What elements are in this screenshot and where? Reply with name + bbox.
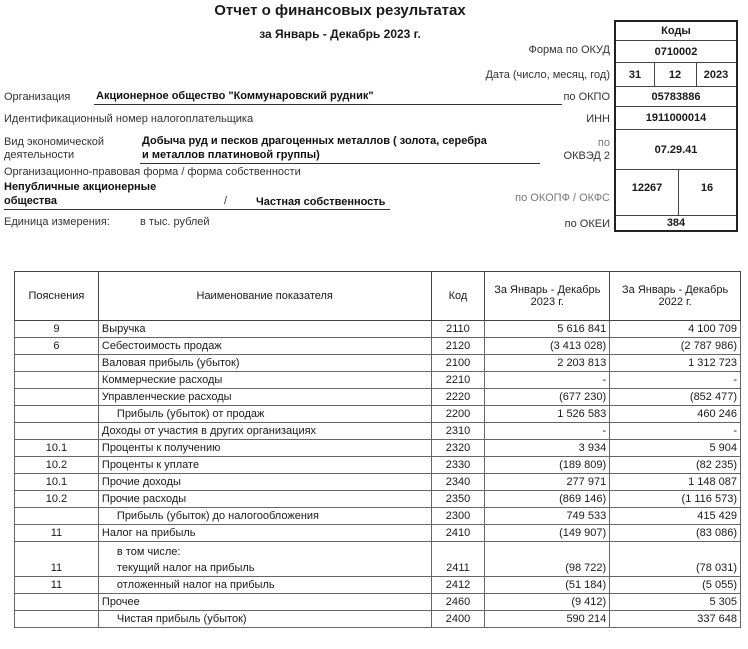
row-value-2022: (852 477)	[610, 389, 741, 406]
row-indicator-name: Прибыль (убыток) от продаж	[98, 406, 431, 423]
row-value-2022: 337 648	[610, 611, 741, 628]
table-body	[15, 321, 741, 628]
row-indicator-name: отложенный налог на прибыль	[98, 577, 431, 594]
row-value-2022: (78 031)	[610, 542, 741, 577]
okud-label: Форма по ОКУД	[528, 44, 610, 56]
row-value-2022: 4 100 709	[610, 321, 741, 338]
inn-label: Идентификационный номер налогоплательщика	[4, 113, 254, 125]
table-row	[15, 542, 741, 577]
row-code: 2410	[431, 525, 485, 542]
row-code: 2412	[431, 577, 485, 594]
row-value-2022: 460 246	[610, 406, 741, 423]
row-indicator-name	[98, 542, 431, 577]
table-row	[15, 611, 741, 628]
row-indicator-name: Проценты к уплате	[98, 457, 431, 474]
row-value-2022: (83 086)	[610, 525, 741, 542]
report-period: за Январь - Декабрь 2023 г.	[259, 27, 421, 41]
row-indicator-name: Себестоимость продаж	[98, 338, 431, 355]
row-value-2023: (677 230)	[485, 389, 610, 406]
col-2022: За Январь - Декабрь 2022 г.	[610, 272, 741, 321]
row-note: 10.1	[15, 440, 99, 457]
report-title: Отчет о финансовых результатах	[214, 2, 466, 19]
row-value-2023: 3 934	[485, 440, 610, 457]
okved-label-1: по	[597, 137, 610, 149]
table-row	[15, 440, 741, 457]
row-value-2023: (869 146)	[485, 491, 610, 508]
row-note	[15, 423, 99, 440]
row-code: 2460	[431, 594, 485, 611]
unit-label: Единица измерения:	[4, 216, 110, 228]
row-note: 11	[15, 525, 99, 542]
row-value-2022: (1 116 573)	[610, 491, 741, 508]
okopf-label: по ОКОПФ / ОКФС	[515, 192, 610, 204]
okpo-label: по ОКПО	[563, 91, 610, 103]
row-value-2022: 1 312 723	[610, 355, 741, 372]
row-value-2023: (189 809)	[485, 457, 610, 474]
row-value-2022: (2 787 986)	[610, 338, 741, 355]
legal-form-value-2: общества	[4, 195, 58, 207]
row-indicator-name: Налог на прибыль	[98, 525, 431, 542]
row-code: 2320	[431, 440, 485, 457]
okud-value: 0710002	[616, 41, 736, 63]
table-row	[15, 372, 741, 389]
row-note	[15, 389, 99, 406]
row-note	[15, 355, 99, 372]
row-note: 11	[15, 577, 99, 594]
row-value-2023: 749 533	[485, 508, 610, 525]
row-code: 2340	[431, 474, 485, 491]
table-row	[15, 491, 741, 508]
row-value-2023: (98 722)	[485, 542, 610, 577]
row-value-2022: 415 429	[610, 508, 741, 525]
codes-box	[614, 20, 738, 232]
row-code: 2400	[431, 611, 485, 628]
row-value-2023: (149 907)	[485, 525, 610, 542]
table-row	[15, 321, 741, 338]
okpo-value: 05783886	[616, 87, 736, 107]
row-code: 2110	[431, 321, 485, 338]
table-row	[15, 577, 741, 594]
date-year: 2023	[696, 63, 736, 87]
table-row	[15, 423, 741, 440]
table-row	[15, 389, 741, 406]
row-value-2022: -	[610, 423, 741, 440]
legal-form-value-1: Непубличные акционерные	[4, 181, 157, 193]
codes-heading: Коды	[616, 22, 736, 41]
okved-value: 07.29.41	[616, 130, 736, 170]
row-value-2023: -	[485, 423, 610, 440]
row-value-2022: (82 235)	[610, 457, 741, 474]
activity-label-2: деятельности	[4, 149, 75, 161]
row-value-2023: -	[485, 372, 610, 389]
legal-form-separator: /	[224, 195, 228, 207]
row-value-2023: 2 203 813	[485, 355, 610, 372]
row-indicator-name: Прочие расходы	[98, 491, 431, 508]
row-code: 2210	[431, 372, 485, 389]
table-row	[15, 508, 741, 525]
row-code: 2220	[431, 389, 485, 406]
row-indicator-name: Выручка	[98, 321, 431, 338]
row-indicator-label: текущий налог на прибыль	[116, 562, 255, 574]
financial-results-table	[14, 271, 741, 628]
row-indicator-name: Проценты к получению	[98, 440, 431, 457]
table-row	[15, 355, 741, 372]
okei-label: по ОКЕИ	[564, 218, 610, 230]
row-value-2023: 1 526 583	[485, 406, 610, 423]
col-notes: Пояснения	[15, 272, 99, 321]
okfs-value: 16	[678, 170, 736, 216]
activity-value-1: Добыча руд и песков драгоценных металлов ( золота, серебра	[142, 135, 487, 147]
table-row	[15, 457, 741, 474]
activity-value-2: и металлов платиновой группы)	[142, 149, 320, 161]
row-value-2023: 277 971	[485, 474, 610, 491]
row-value-2022: 5 904	[610, 440, 741, 457]
row-value-2022: 1 148 087	[610, 474, 741, 491]
row-indicator-name: Прочие доходы	[98, 474, 431, 491]
row-code: 2300	[431, 508, 485, 525]
row-value-2022: -	[610, 372, 741, 389]
row-code: 2310	[431, 423, 485, 440]
col-indicator: Наименование показателя	[98, 272, 431, 321]
row-indicator-name: Чистая прибыль (убыток)	[98, 611, 431, 628]
row-indicator-name: Доходы от участия в других организациях	[98, 423, 431, 440]
org-label: Организация	[4, 91, 71, 103]
row-prefix-text: в том числе:	[116, 546, 181, 558]
ownership-value: Частная собственность	[256, 196, 386, 208]
row-indicator-name: Прочее	[98, 594, 431, 611]
row-value-2023: 5 616 841	[485, 321, 610, 338]
row-code: 2330	[431, 457, 485, 474]
row-indicator-name: Прибыль (убыток) до налогообложения	[98, 508, 431, 525]
date-month: 12	[654, 63, 696, 87]
row-note: 9	[15, 321, 99, 338]
row-note	[15, 594, 99, 611]
table-row	[15, 406, 741, 423]
table-row	[15, 594, 741, 611]
row-indicator-name: Управленческие расходы	[98, 389, 431, 406]
row-note: 6	[15, 338, 99, 355]
row-note	[15, 372, 99, 389]
col-code: Код	[431, 272, 485, 321]
table-row	[15, 338, 741, 355]
row-indicator-name: Валовая прибыль (убыток)	[98, 355, 431, 372]
activity-label-1: Вид экономической	[4, 136, 105, 148]
row-value-2022: (5 055)	[610, 577, 741, 594]
row-code: 2120	[431, 338, 485, 355]
okei-value: 384	[666, 217, 686, 229]
row-value-2023: (9 412)	[485, 594, 610, 611]
date-label: Дата (число, месяц, год)	[485, 69, 610, 81]
table-header-row	[15, 272, 741, 321]
legal-form-label: Организационно-правовая форма / форма собственности	[4, 166, 301, 178]
row-indicator-name: Коммерческие расходы	[98, 372, 431, 389]
table-row	[15, 474, 741, 491]
row-code: 2350	[431, 491, 485, 508]
row-code: 2100	[431, 355, 485, 372]
row-note	[15, 406, 99, 423]
row-code: 2411	[431, 542, 485, 577]
col-2023: За Январь - Декабрь 2023 г.	[485, 272, 610, 321]
row-note: 11	[15, 542, 99, 577]
row-value-2022: 5 305	[610, 594, 741, 611]
row-note: 10.2	[15, 491, 99, 508]
inn-value: 1911000014	[616, 107, 736, 130]
unit-value: в тыс. рублей	[140, 216, 210, 228]
row-value-2023: (3 413 028)	[485, 338, 610, 355]
row-note: 10.2	[15, 457, 99, 474]
row-code: 2200	[431, 406, 485, 423]
row-note	[15, 611, 99, 628]
row-note: 10.1	[15, 474, 99, 491]
okopf-value: 12267	[616, 170, 678, 216]
row-note	[15, 508, 99, 525]
table-row	[15, 525, 741, 542]
date-day: 31	[616, 63, 654, 87]
row-value-2023: (51 184)	[485, 577, 610, 594]
org-value: Акционерное общество "Коммунаровский рудник"	[96, 90, 374, 102]
okved-label-2: ОКВЭД 2	[563, 150, 610, 162]
inn-code-label: ИНН	[586, 113, 610, 125]
row-value-2023: 590 214	[485, 611, 610, 628]
